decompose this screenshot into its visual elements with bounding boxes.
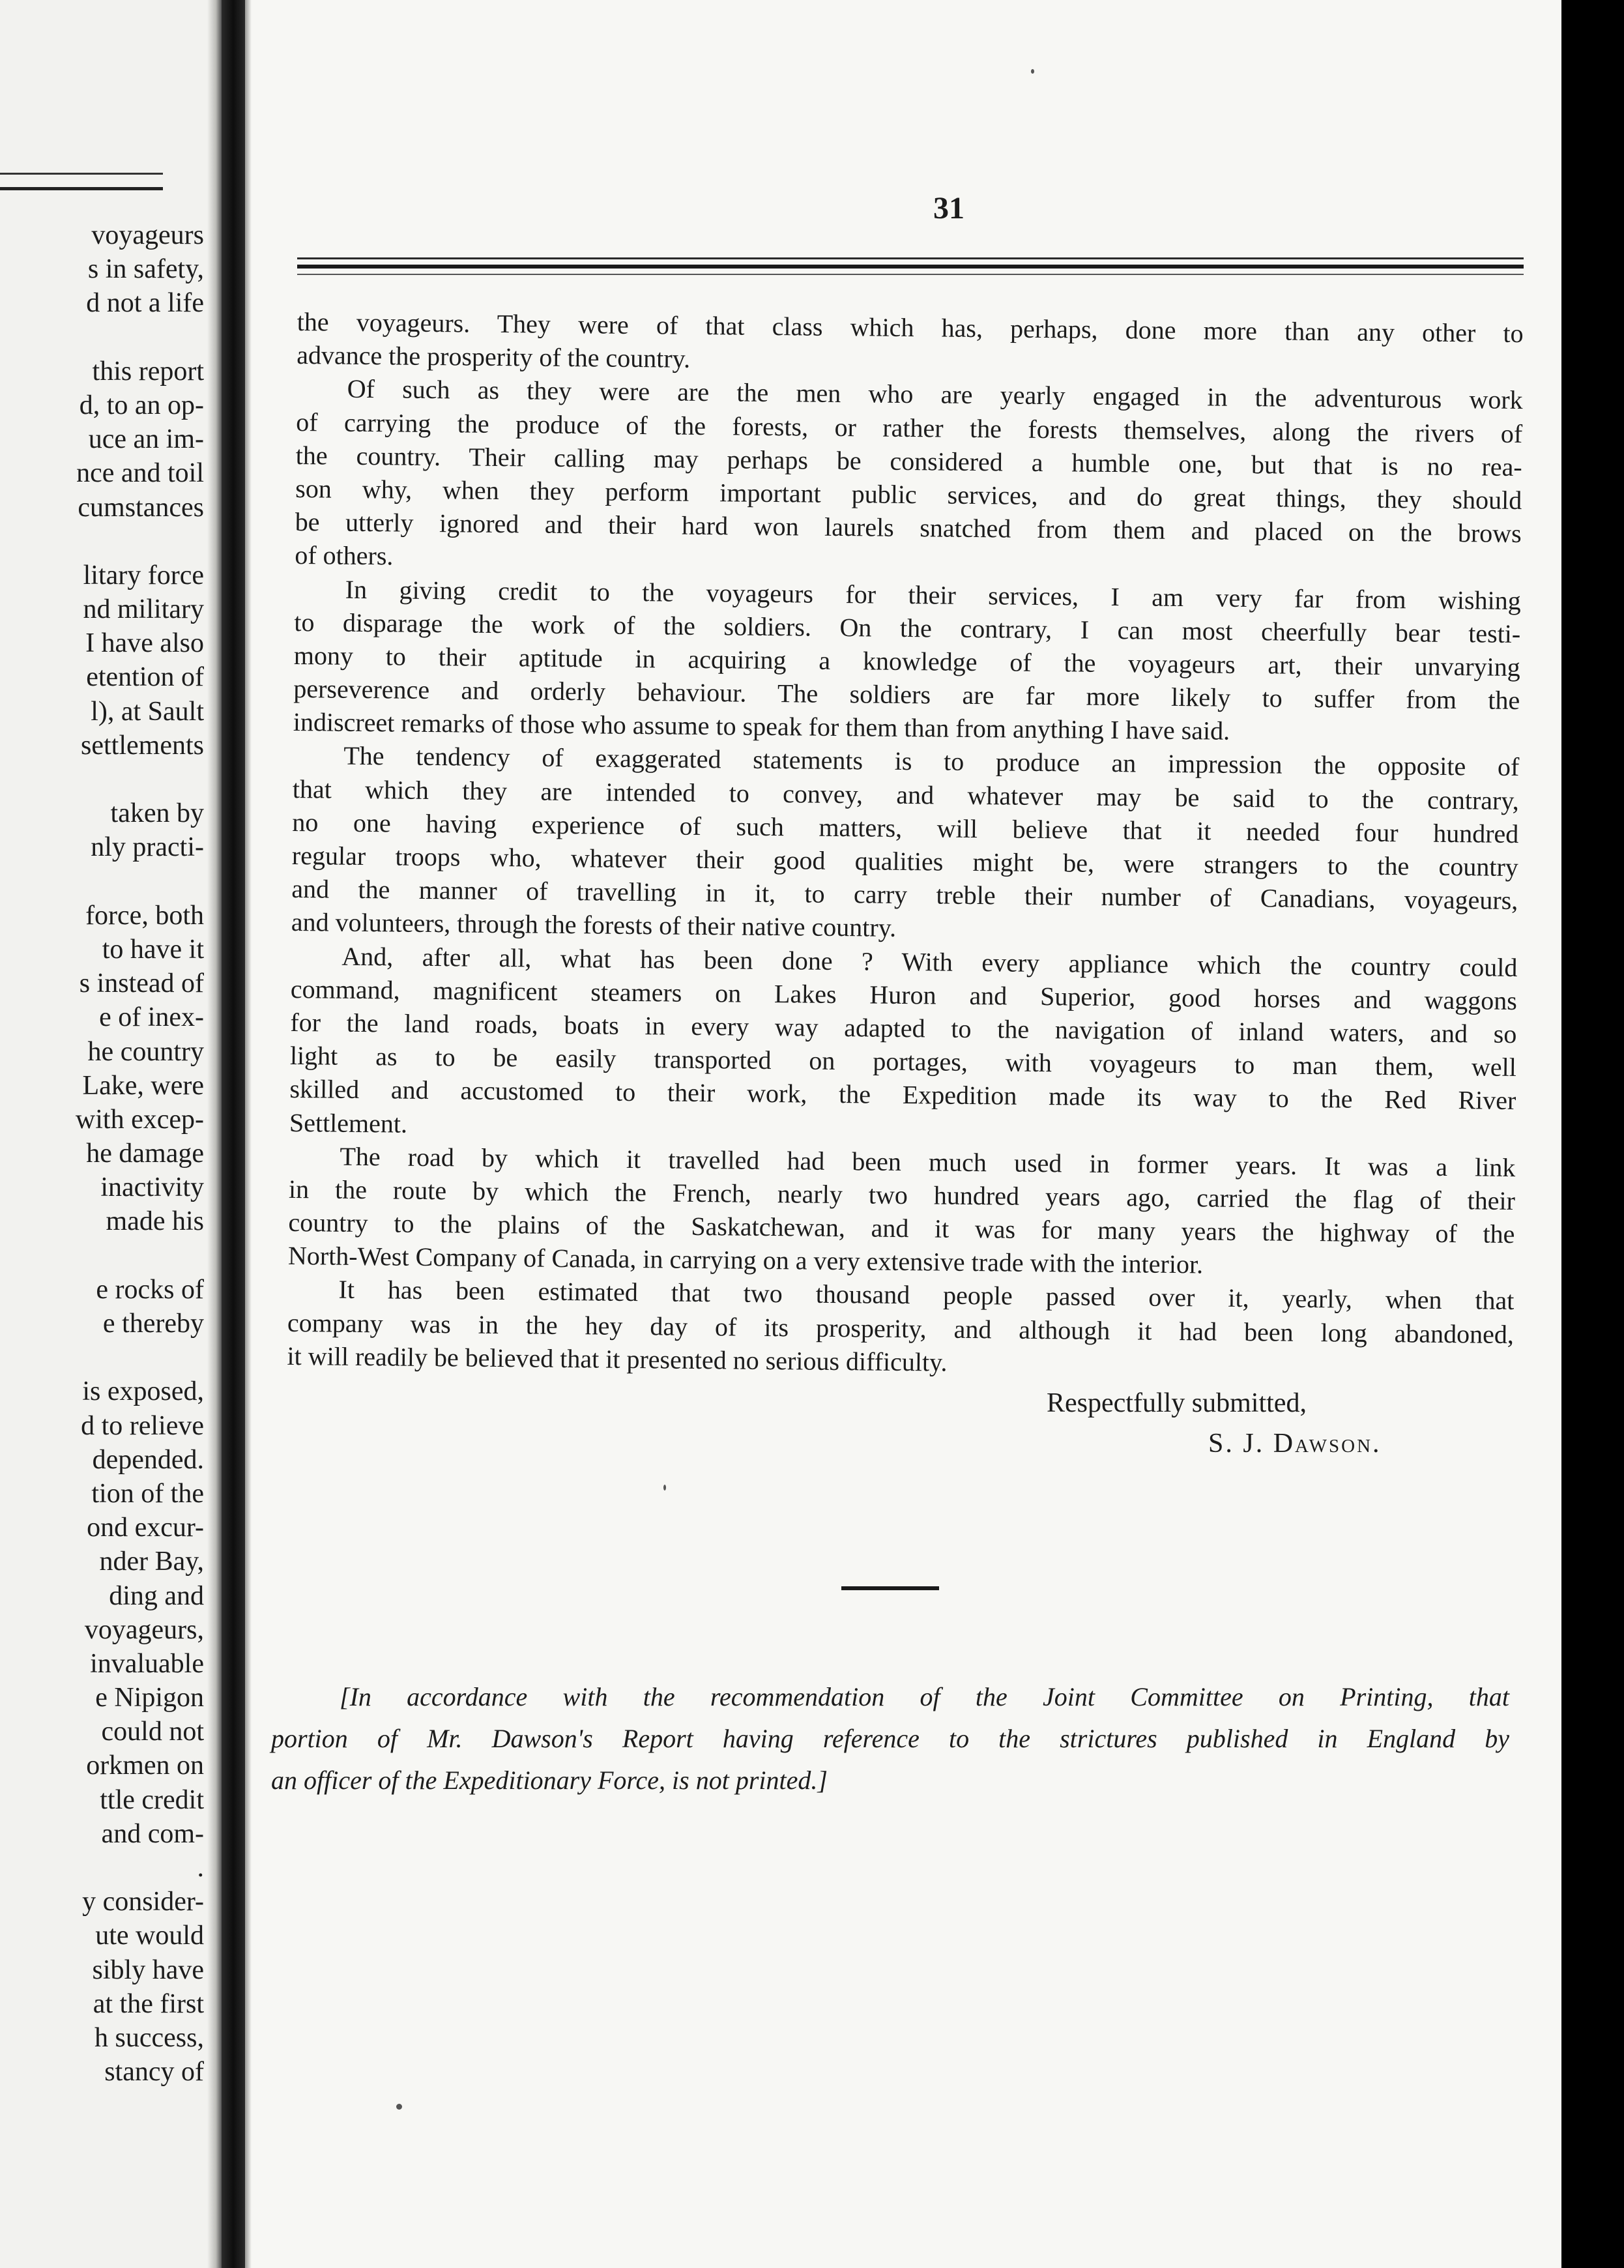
facing-page-text <box>0 218 204 2089</box>
facing-page-line: invaluable <box>90 1648 204 1679</box>
facing-page-line: l), at Sault <box>91 696 204 727</box>
facing-page-rule <box>0 173 163 175</box>
footnote-line: portion of Mr. Dawson's Report having reference to the strictures published in England by <box>271 1724 1509 1753</box>
body-line: The road by which it travelled had been much used in former years. It was a link <box>340 1141 1516 1182</box>
facing-page-line: nce and toil <box>76 458 204 489</box>
facing-page-line: stancy of <box>104 2057 204 2087</box>
facing-page-line: d not a life <box>86 288 204 319</box>
facing-page-line: orkmen on <box>86 1751 204 1781</box>
body-line: advance the prosperity of the country. <box>297 340 691 373</box>
facing-page-line: this report <box>92 356 204 386</box>
signature: S. J. Dawson. <box>1208 1429 1382 1459</box>
header-rule <box>297 274 1524 275</box>
body-line: son why, when they perform important public services, and do great things, they should <box>295 473 1522 515</box>
page-number: 31 <box>933 191 964 225</box>
body-line: and the manner of travelling in it, to carry treble their number of Canadians, voyageurs, <box>291 874 1518 916</box>
facing-page-line: e thereby <box>102 1309 204 1339</box>
editorial-footnote <box>271 1676 1509 1801</box>
body-line: and volunteers, through the forests of their native country. <box>291 907 897 943</box>
report-body <box>287 305 1524 1384</box>
facing-page-line: s instead of <box>79 968 204 999</box>
facing-page-line: y consider- <box>82 1887 204 1917</box>
body-line: And, after all, what has been done ? With every appliance which the country could <box>341 941 1518 982</box>
facing-page-line: I have also <box>85 628 204 659</box>
body-line: country to the plains of the Saskatchewan, and it was for many years the highway of the <box>288 1207 1515 1249</box>
facing-page-line: d to relieve <box>81 1410 204 1441</box>
facing-page-line <box>0 865 204 899</box>
body-line: the voyageurs. They were of that class which has, perhaps, done more than any other to <box>297 306 1524 349</box>
facing-page-line: etention of <box>86 662 204 693</box>
scan-speck <box>1031 69 1034 74</box>
facing-page-line: nder Bay, <box>99 1547 204 1577</box>
page-edge-shadow <box>245 0 252 2268</box>
facing-page-line: nd military <box>83 594 204 625</box>
body-line: be utterly ignored and their hard won laurels snatched from them and placed on the brows <box>295 507 1522 549</box>
body-line: the country. Their calling may perhaps be considered a humble one, but that is no rea- <box>295 440 1522 482</box>
facing-page-line: settlements <box>81 730 204 761</box>
facing-page-line: ond excur- <box>87 1513 204 1543</box>
facing-page-line: uce an im- <box>88 424 204 455</box>
body-line: to disparage the work of the soldiers. On the contrary, I can most cheerfully bear testi- <box>294 607 1521 648</box>
facing-page-line: taken by <box>110 798 204 829</box>
facing-page-line: could not <box>101 1717 204 1747</box>
facing-page-line: to have it <box>102 934 204 965</box>
body-line: perseverence and orderly behaviour. The soldiers are far more likely to suffer from the <box>293 674 1520 716</box>
facing-page-line <box>0 1341 204 1374</box>
body-line: that which they are intended to convey, and whatever may be said to the contrary, <box>292 774 1520 815</box>
body-line: regular troops who, whatever their good qualities might be, were strangers to the country <box>291 840 1519 882</box>
body-line: command, magnificent steamers on Lakes Huron and Superior, good horses and waggons <box>290 974 1518 1015</box>
facing-page-line <box>0 525 204 559</box>
body-line: Of such as they were are the men who are yearly engaged in the adventurous work <box>347 374 1523 415</box>
facing-page-line: is exposed, <box>82 1376 204 1407</box>
scan-speck <box>396 2104 402 2110</box>
body-line: it will readily be believed that it presented no serious difficulty. <box>287 1341 948 1377</box>
body-line: no one having experience of such matters, will believe that it needed four hundred <box>292 807 1519 849</box>
facing-page-fragment <box>0 0 218 2268</box>
footnote-line: an officer of the Expeditionary Force, is not printed.] <box>271 1766 828 1795</box>
facing-page-line: e rocks of <box>96 1274 204 1305</box>
facing-page-line: he country <box>87 1036 204 1067</box>
closing-block <box>1047 1385 1561 1462</box>
facing-page-line: e Nipigon <box>95 1683 204 1713</box>
book-gutter <box>222 0 245 2268</box>
scan-speck <box>663 1485 666 1490</box>
section-separator <box>841 1586 939 1590</box>
body-line: The tendency of exaggerated statements is to produce an impression the opposite of <box>343 741 1520 782</box>
body-line: indiscreet remarks of those who assume to speak for them than from anything I have said. <box>293 707 1230 746</box>
body-line: for the land roads, boats in every way adapted to the navigation of inland waters, and so <box>290 1007 1517 1049</box>
footnote-line: [In accordance with the recommendation of the Joint Committee on Printing, that <box>340 1682 1509 1711</box>
closing-salutation: Respectfully submitted, <box>1047 1388 1307 1418</box>
body-line: in the route by which the French, nearly two hundred years ago, carried the flag of their <box>288 1174 1516 1215</box>
facing-page-line: at the first <box>93 1988 204 2019</box>
body-line: skilled and accustomed to their work, the Expedition made its way to the Red River <box>289 1074 1516 1116</box>
facing-page-line: made his <box>106 1206 204 1237</box>
facing-page-line: and com- <box>101 1818 204 1849</box>
facing-page-line: tion of the <box>91 1478 204 1509</box>
page-fold-shadow <box>207 0 222 2268</box>
facing-page-line: cumstances <box>78 492 204 523</box>
scan-background <box>1561 0 1624 2268</box>
facing-page-line: ttle credit <box>100 1784 204 1815</box>
body-line: of others. <box>295 540 394 571</box>
facing-page-line: nly practi- <box>91 832 204 863</box>
facing-page-line: voyageurs <box>91 220 204 250</box>
body-line: North-West Company of Canada, in carrying on a very extensive trade with the interior. <box>287 1241 1204 1279</box>
header-rule <box>297 265 1524 269</box>
facing-page-line: force, both <box>85 900 204 931</box>
facing-page-line: e of inex- <box>99 1002 204 1033</box>
facing-page-line: he damage <box>86 1139 204 1169</box>
facing-page-line: s in safety, <box>87 254 204 285</box>
facing-page-line <box>0 1239 204 1273</box>
facing-page-rule <box>0 187 163 190</box>
document-page <box>245 0 1561 2268</box>
facing-page-line: d, to an op- <box>79 390 204 420</box>
body-line: of carrying the produce of the forests, or rather the forests themselves, along the rivers of <box>296 407 1523 448</box>
facing-page-line <box>0 763 204 796</box>
facing-page-line: ute would <box>95 1921 204 1951</box>
body-line: In giving credit to the voyageurs for their services, I am very far from wishing <box>345 574 1521 615</box>
facing-page-line: voyageurs, <box>84 1614 204 1645</box>
facing-page-line: depended. <box>92 1444 204 1475</box>
body-line: Settlement. <box>289 1107 408 1139</box>
facing-page-line: Lake, were <box>82 1070 204 1101</box>
facing-page-line: ding and <box>109 1580 204 1611</box>
facing-page-line: with excep- <box>75 1104 204 1135</box>
facing-page-line <box>0 321 204 355</box>
body-line: It has been estimated that two thousand people passed over it, yearly, when that <box>338 1275 1515 1316</box>
body-line: mony to their aptitude in acquiring a knowledge of the voyageurs art, their unvarying <box>293 640 1520 682</box>
facing-page-line: inactivity <box>100 1172 204 1203</box>
facing-page-line: . <box>197 1853 204 1883</box>
body-line: light as to be easily transported on portages, with voyageurs to man them, well <box>289 1041 1517 1083</box>
facing-page-line: litary force <box>83 560 204 590</box>
body-line: company was in the hey day of its prosperity, and although it had been long abandoned, <box>287 1307 1515 1349</box>
facing-page-line: h success, <box>94 2022 204 2053</box>
header-rule <box>297 257 1524 259</box>
facing-page-line: sibly have <box>92 1955 204 1985</box>
